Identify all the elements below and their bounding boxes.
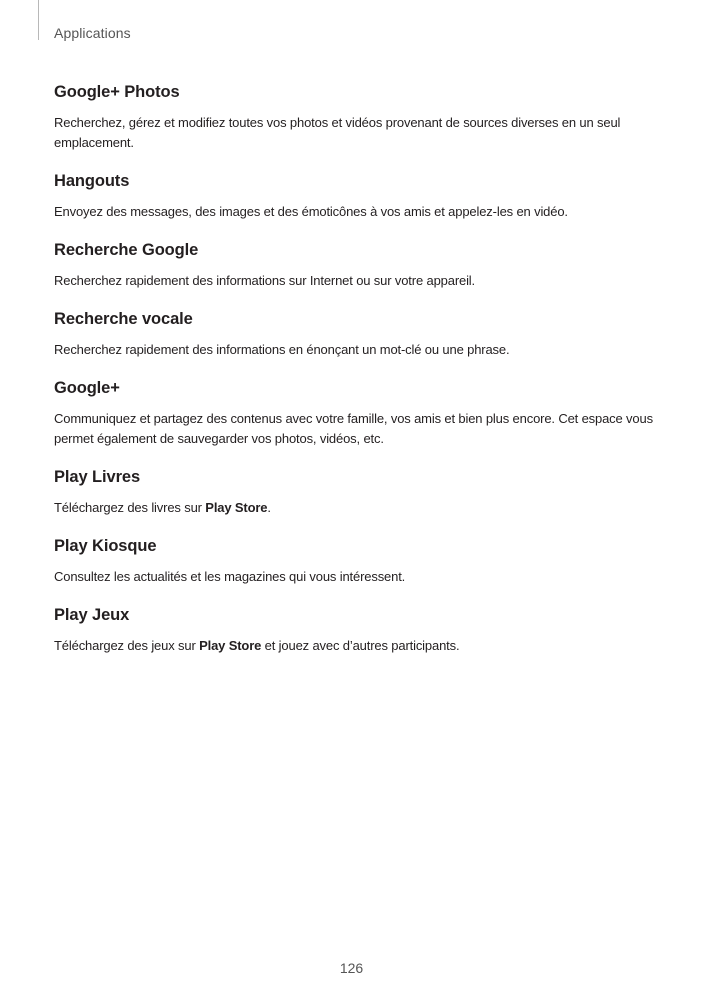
section-body: Recherchez, gérez et modifiez toutes vos photos et vidéos provenant de sources diverses en un seul emplacement. bbox=[54, 115, 621, 150]
section-title: Play Kiosque bbox=[54, 537, 157, 555]
page-number: 126 bbox=[339, 960, 364, 976]
section-title: Google+ bbox=[54, 379, 120, 397]
section-recherche-google bbox=[54, 239, 654, 291]
body-text: et jouez avec d’autres participants. bbox=[261, 638, 460, 653]
section-body: Communiquez et partagez des contenus avec votre famille, vos amis et bien plus encore. Cet espace vous permet également de sauvegarder vos photos, vidéos, etc. bbox=[54, 411, 653, 446]
section-title: Play Livres bbox=[54, 468, 141, 486]
play-store-label: Play Store bbox=[199, 638, 262, 653]
section-title: Hangouts bbox=[54, 172, 130, 190]
section-play-jeux bbox=[54, 604, 654, 656]
section-body bbox=[54, 498, 654, 518]
header-rule bbox=[38, 0, 39, 40]
section-body: Consultez les actualités et les magazines qui vous intéressent. bbox=[54, 569, 406, 584]
body-text: Téléchargez des jeux sur bbox=[54, 638, 200, 653]
running-header: Applications bbox=[54, 25, 131, 41]
section-body: Recherchez rapidement des informations en énonçant un mot-clé ou une phrase. bbox=[54, 342, 510, 357]
section-title: Recherche Google bbox=[54, 241, 199, 259]
body-text: . bbox=[267, 500, 271, 515]
section-body: Envoyez des messages, des images et des émoticônes à vos amis et appelez-les en vidéo. bbox=[54, 204, 568, 219]
play-store-label: Play Store bbox=[205, 500, 268, 515]
section-title: Recherche vocale bbox=[54, 310, 193, 328]
section-recherche-vocale bbox=[54, 308, 654, 360]
section-title: Play Jeux bbox=[54, 606, 130, 624]
section-google-photos bbox=[54, 81, 654, 153]
section-body bbox=[54, 636, 654, 656]
section-play-livres bbox=[54, 466, 654, 518]
section-title: Google+ Photos bbox=[54, 83, 180, 101]
page-content bbox=[54, 81, 654, 673]
body-text: Téléchargez des livres sur bbox=[54, 500, 206, 515]
section-body: Recherchez rapidement des informations sur Internet ou sur votre appareil. bbox=[54, 273, 476, 288]
section-google-plus bbox=[54, 377, 654, 449]
section-play-kiosque bbox=[54, 535, 654, 587]
section-hangouts bbox=[54, 170, 654, 222]
